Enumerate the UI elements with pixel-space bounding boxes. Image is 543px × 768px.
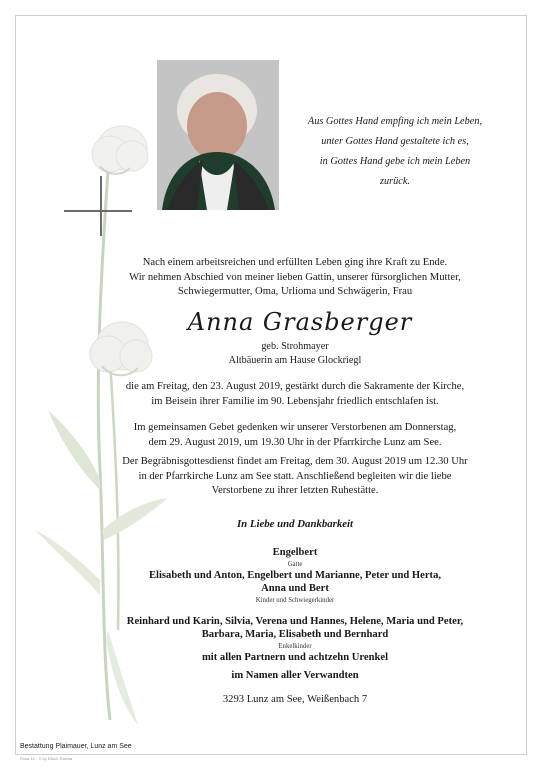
intro-line: Nach einem arbeitsreichen und erfüllten Leben ging ihre Kraft zu Ende.: [142, 257, 448, 268]
prayer-notice: [95, 421, 495, 450]
death-line: die am Freitag, den 23. August 2019, gestärkt durch die Sakramente der Kirche,: [125, 381, 465, 392]
cross-horizontal: [64, 210, 132, 212]
prayer-line: Im gemeinsamen Gebet gedenken wir unserer Verstorbenen am Donnerstag,: [133, 422, 457, 433]
grandchildren-names: Reinhard und Karin, Silvia, Verena und Hannes, Helene, Maria und Peter,: [126, 615, 464, 627]
grandchildren-names: Barbara, Maria, Elisabeth und Bernhard: [201, 629, 389, 640]
intro-text: [95, 256, 495, 300]
deceased-title: Altbäuerin am Hause Glockriegl: [228, 354, 362, 366]
children-names: Anna und Bert: [261, 583, 329, 594]
great-grandchildren: mit allen Partnern und achtzehn Urenkel: [201, 651, 389, 663]
family-address: 3293 Lunz am See, Weißenbach 7: [222, 694, 368, 705]
funeral-line: Der Begräbnisgottesdienst findet am Freitag, dem 30. August 2019 um 12.30 Uhr: [122, 456, 468, 467]
prayer-line: dem 29. August 2019, um 19.30 Uhr in der Pfarrkirche Lunz am See.: [148, 436, 442, 448]
quote-line: in Gottes Hand gebe ich mein Leben: [319, 156, 471, 167]
grandchildren-role: Enkelkinder: [278, 642, 312, 650]
death-notice: [95, 380, 495, 409]
cross-vertical: [100, 176, 102, 236]
quote-line: Aus Gottes Hand empfing ich mein Leben,: [307, 116, 483, 127]
husband-role: Gatte: [287, 560, 303, 568]
quote-line: zurück.: [379, 176, 411, 187]
mourners-list: [95, 546, 495, 664]
intro-line: Schwiegermutter, Oma, Urlioma und Schwägerin, Frau: [177, 286, 413, 297]
husband-name: Engelbert: [272, 547, 318, 558]
death-line: im Beisein ihrer Familie im 90. Lebensjahr friedlich entschlafen ist.: [151, 395, 439, 407]
children-names: Elisabeth und Anton, Engelbert und Marianne, Peter und Herta,: [148, 569, 442, 581]
intro-line: Wir nehmen Abschied von meiner lieben Gattin, unserer fürsorglichen Mutter,: [129, 271, 461, 283]
deceased-name: Anna Grasberger: [187, 308, 413, 336]
undertaker-credit: Bestattung Plaimauer, Lunz am See: [20, 743, 132, 750]
relatives-line: im Namen aller Verwandten: [231, 670, 359, 681]
dedication-heading: In Liebe und Dankbarkeit: [236, 518, 354, 530]
quote-line: unter Gottes Hand gestaltete ich es,: [321, 136, 469, 147]
deceased-details: [95, 340, 495, 367]
template-credit: Rosa 10 - © by Elisch Rainka: [20, 756, 73, 761]
funeral-line: Verstorbene zu ihrer letzten Ruhestätte.: [211, 485, 379, 496]
funeral-line: in der Pfarrkirche Lunz am See statt. Anschließend begleiten wir die liebe: [138, 470, 452, 482]
bible-quote: [290, 112, 500, 192]
portrait-photo: [157, 60, 279, 210]
birth-name: geb. Strohmayer: [261, 341, 329, 352]
children-role: Kinder und Schwiegerkinder: [255, 596, 335, 604]
funeral-notice: [95, 455, 495, 499]
